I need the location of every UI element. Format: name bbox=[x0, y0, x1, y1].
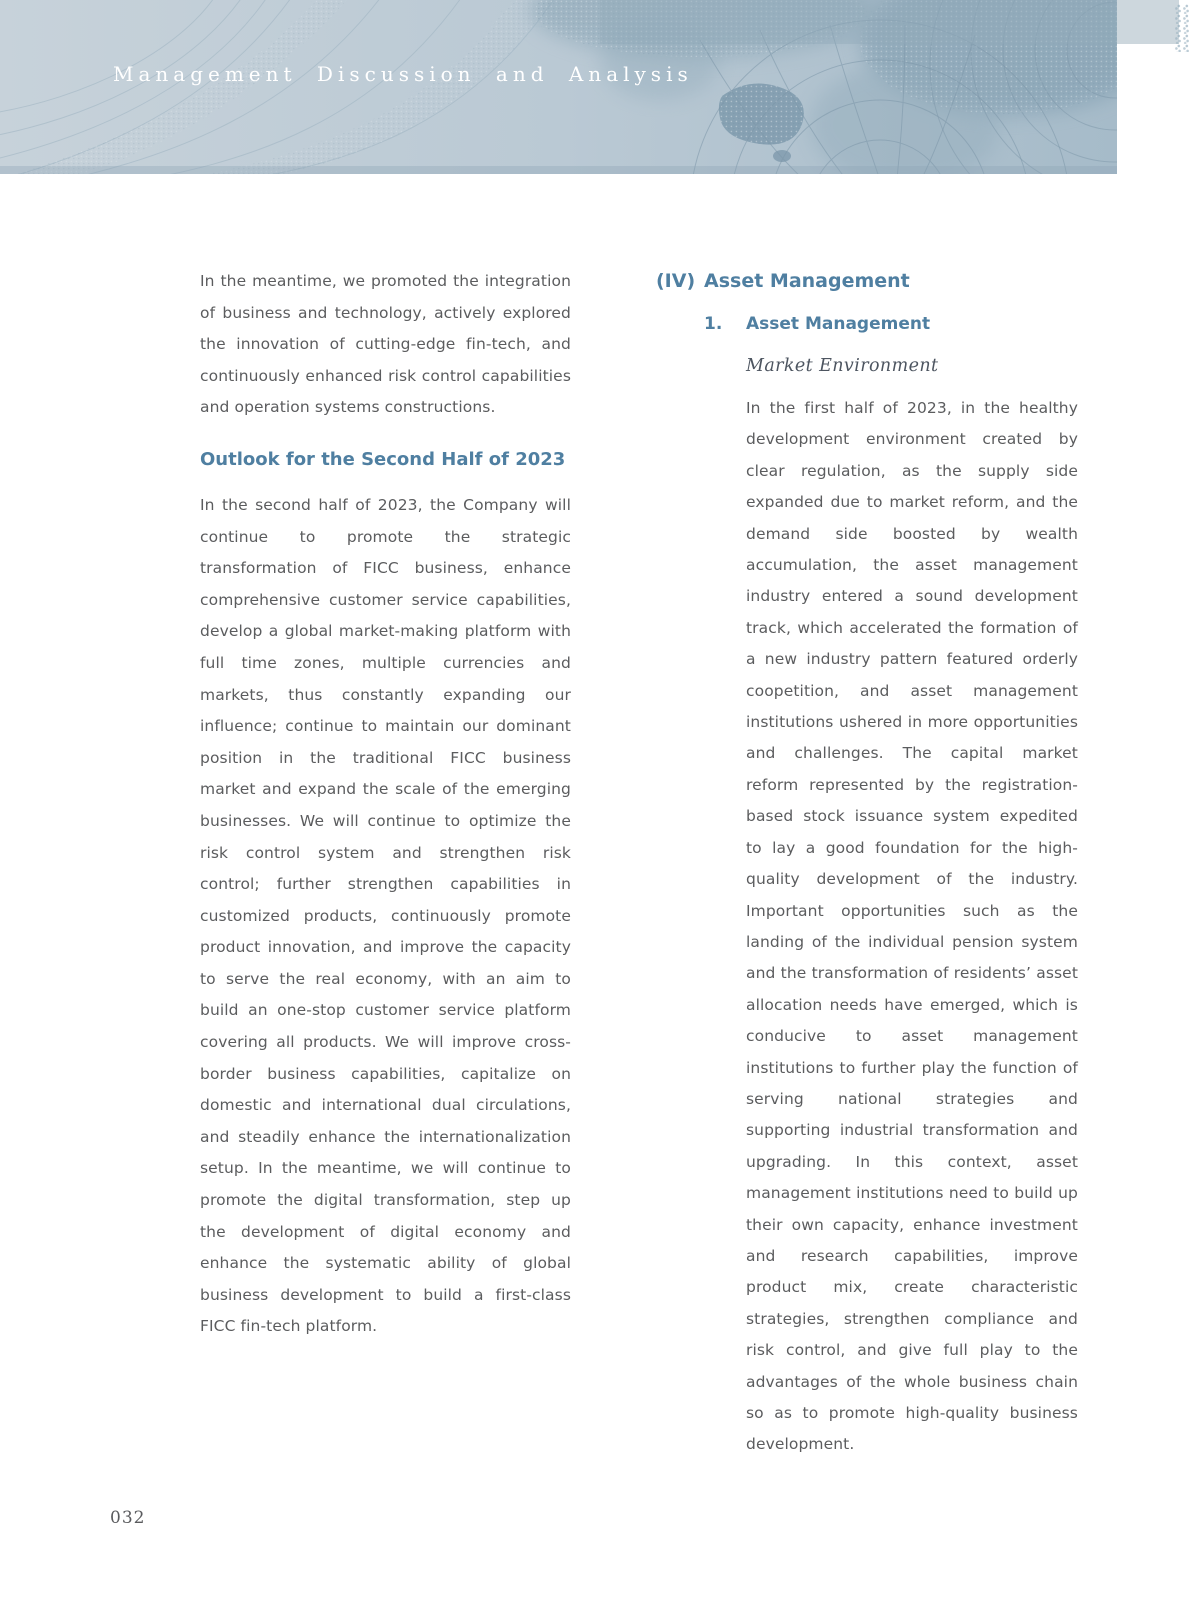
subsection-title: Asset Management bbox=[746, 314, 931, 334]
subsection-body bbox=[746, 353, 1078, 1461]
section-heading-asset-management bbox=[656, 268, 1080, 294]
subsection-block bbox=[704, 311, 1080, 1461]
paragraph-market-environment: In the first half of 2023, in the healthy development environment created by clear regulation, as the supply side expanded due to market reform, and the demand side boosted by wealth accumulation, the asset management industry entered a sound development track, which accelerated the formation of a new industry pattern featured orderly coopetition, and asset management institutions ushered in more opportunities and challenges. The capital market reform represented by the registration-based stock issuance system expedited to lay a good foundation for the high-quality development of the industry. Important opportunities such as the landing of the individual pension system and the transformation of residents’ asset allocation needs have emerged, which is conducive to asset management institutions to further play the function of serving national strategies and supporting industrial transformation and upgrading. In this context, asset management institutions need to build up their own capacity, enhance investment and research capabilities, improve product mix, create characteristic strategies, strengthen compliance and risk control, and give full play to the advantages of the whole business chain so as to promote high-quality business development. bbox=[746, 399, 1078, 1454]
section-title: Asset Management bbox=[704, 270, 910, 292]
world-map-graphic bbox=[0, 0, 1117, 174]
section-number: (IV) bbox=[656, 270, 696, 292]
heading-outlook-second-half-2023: Outlook for the Second Half of 2023 bbox=[200, 448, 566, 470]
banner-corner-strip bbox=[1117, 0, 1179, 44]
subsection-number: 1. bbox=[704, 314, 723, 334]
paragraph-integration: In the meantime, we promoted the integration of business and technology, actively explored the innovation of cutting-edge fin-tech, and continuously enhanced risk control capabilities and operation systems constructions. bbox=[200, 272, 571, 417]
page-number: 032 bbox=[110, 1508, 146, 1528]
subsection-heading-asset-management bbox=[704, 311, 1080, 337]
heading-market-environment: Market Environment bbox=[746, 356, 939, 376]
left-column bbox=[200, 266, 571, 1343]
right-column bbox=[656, 268, 1080, 1461]
corner-decoration bbox=[1174, 4, 1190, 52]
page-title: Management Discussion and Analysis bbox=[113, 62, 693, 86]
paragraph-outlook: In the second half of 2023, the Company will continue to promote the strategic transformation of FICC business, enhance comprehensive customer service capabilities, develop a global market-making platform with full time zones, multiple currencies and markets, thus constantly expanding our influence; continue to maintain our dominant position in the traditional FICC business market and expand the scale of the emerging businesses. We will continue to optimize the risk control system and strengthen risk control; further strengthen capabilities in customized products, continuously promote product innovation, and improve the capacity to serve the real economy, with an aim to build an one-stop customer service platform covering all products. We will improve cross-border business capabilities, capitalize on domestic and international dual circulations, and steadily enhance the internationalization setup. In the meantime, we will continue to promote the digital transformation, step up the development of digital economy and enhance the systematic ability of global business development to build a first-class FICC fin-tech platform. bbox=[200, 495, 571, 1336]
header-banner bbox=[0, 0, 1117, 174]
